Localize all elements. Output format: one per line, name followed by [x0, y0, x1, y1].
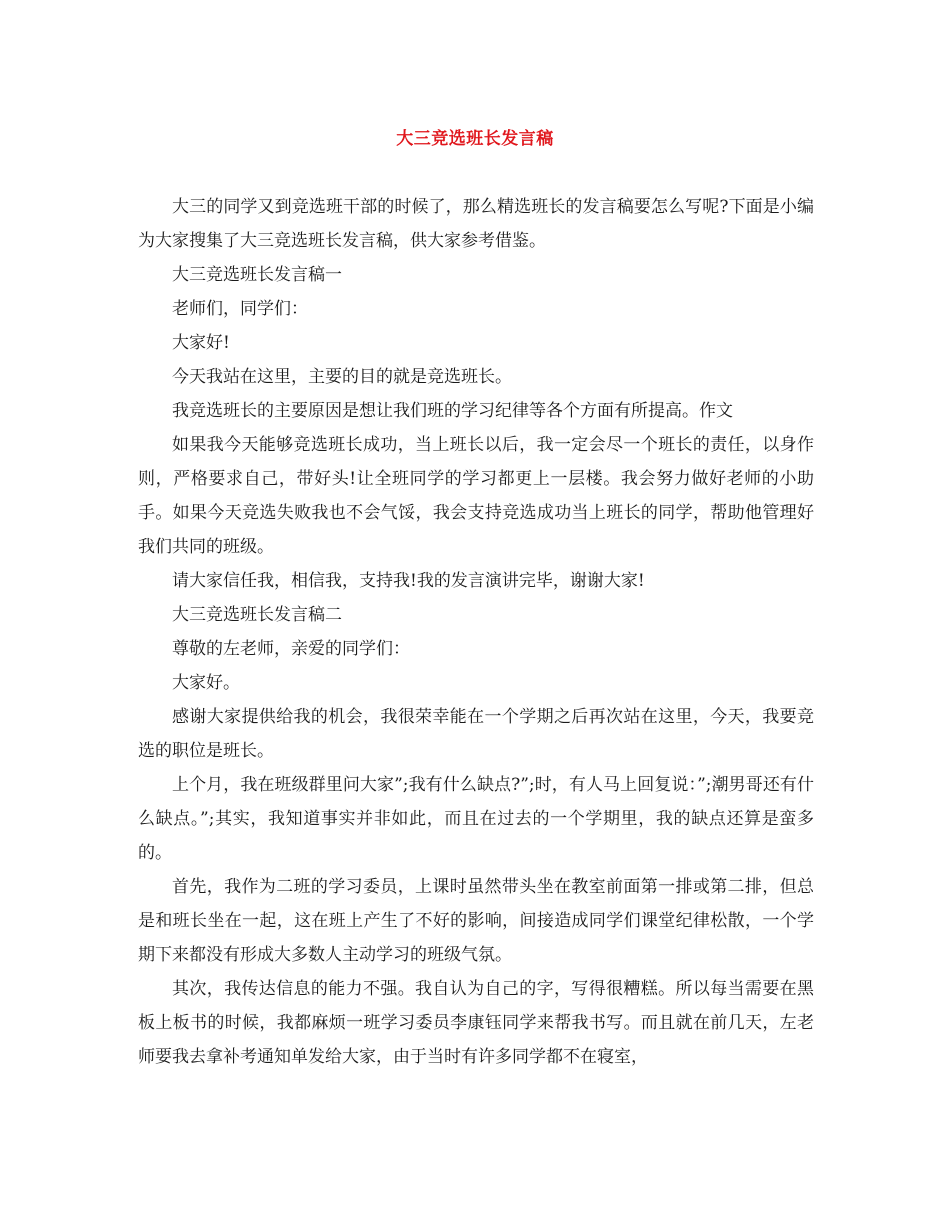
paragraph: 如果我今天能够竞选班长成功，当上班长以后，我一定会尽一个班长的责任，以身作则，严格要求自己，带好头!让全班同学的学习都更上一层楼。我会努力做好老师的小助手。如果今天竞选失败我也不会气馁，我会支持竞选成功当上班长的同学，帮助他管理好我们共同的班级。 [138, 435, 814, 557]
paragraph: 大家好。 [172, 673, 240, 693]
paragraph: 感谢大家提供给我的机会，我很荣幸能在一个学期之后再次站在这里，今天，我要竞选的职位是班长。 [138, 707, 814, 761]
paragraph: 尊敬的左老师，亲爱的同学们： [172, 639, 410, 659]
section-heading: 大三竞选班长发言稿一 [172, 265, 342, 285]
paragraph: 首先，我作为二班的学习委员，上课时虽然带头坐在教室前面第一排或第二排，但总是和班长坐在一起，这在班上产生了不好的影响，间接造成同学们课堂纪律松散，一个学期下来都没有形成大多数人主动学习的班级气氛。 [138, 877, 814, 965]
paragraph: 大家好! [172, 333, 230, 353]
paragraph: 请大家信任我，相信我，支持我!我的发言演讲完毕，谢谢大家! [172, 571, 645, 591]
paragraph: 上个月，我在班级群里问大家”;我有什么缺点?”;时，有人马上回复说：”;潮男哥还有什么缺点。”;其实，我知道事实并非如此，而且在过去的一个学期里，我的缺点还算是蛮多的。 [138, 775, 814, 863]
document-body [138, 190, 814, 1074]
paragraph: 老师们，同学们： [172, 299, 308, 319]
document-title: 大三竞选班长发言稿 [396, 129, 554, 149]
paragraph: 大三的同学又到竞选班干部的时候了，那么精选班长的发言稿要怎么写呢?下面是小编为大家搜集了大三竞选班长发言稿，供大家参考借鉴。 [138, 197, 814, 251]
section-heading: 大三竞选班长发言稿二 [172, 605, 342, 625]
paragraph: 今天我站在这里，主要的目的就是竞选班长。 [172, 367, 512, 387]
paragraph: 其次，我传达信息的能力不强。我自认为自己的字，写得很糟糕。所以每当需要在黑板上板书的时候，我都麻烦一班学习委员李康钰同学来帮我书写。而且就在前几天，左老师要我去拿补考通知单发给大家，由于当时有许多同学都不在寝室， [138, 979, 814, 1067]
paragraph: 我竞选班长的主要原因是想让我们班的学习纪律等各个方面有所提高。作文 [172, 401, 733, 421]
